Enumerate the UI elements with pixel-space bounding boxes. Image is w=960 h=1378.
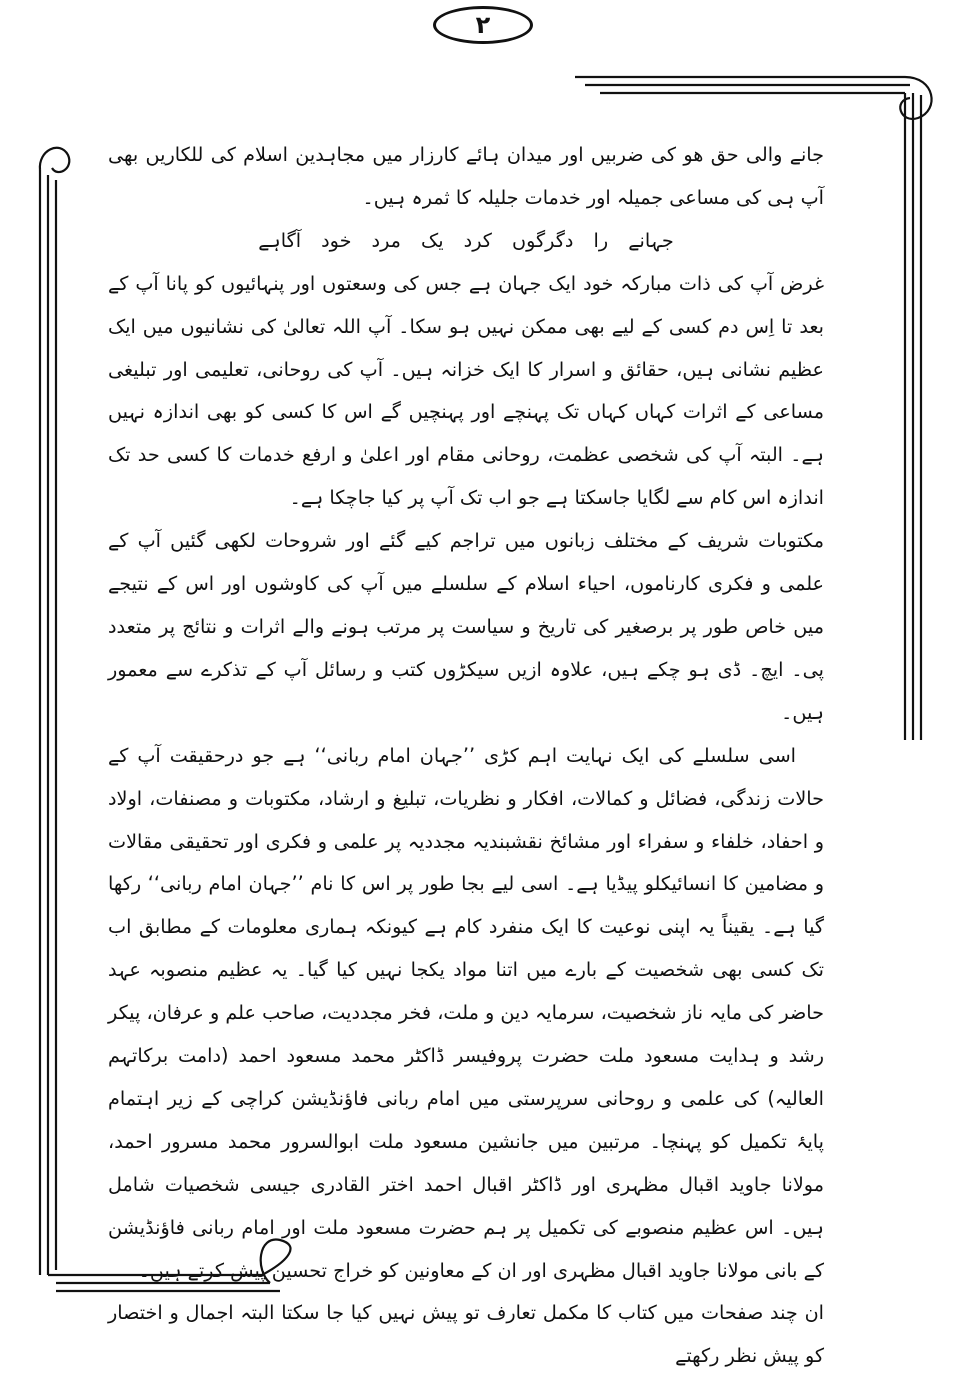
- paragraph-continuation: جانے والی حق ھو کی ضربیں اور میدان ہائے کارزار میں مجاہدین اسلام کی للکاریں بھی آپ ہی کی مساعی جمیلہ اور خدمات جلیلہ کا ثمرہ ہیں۔: [108, 143, 824, 209]
- paragraph-5: ان چند صفحات میں کتاب کا مکمل تعارف تو پیش نہیں کیا جا سکتا البتہ اجمال و اختصار کو پیش نظر رکھتے: [108, 1301, 824, 1368]
- page-number: ۲: [433, 6, 533, 44]
- page-body: [108, 134, 824, 1378]
- paragraph-2: غرض آپ کی ذات مبارکہ خود ایک جہان ہے جس کی وسعتوں اور پنہائیوں کو پانا آپ کے بعد تا اِس دم کسی کے لیے بھی ممکن نہیں ہو سکا۔ آپ اللہ تعالیٰ کی نشانیوں میں ایک عظیم نشانی ہیں، حقائق و اسرار کا ایک خزانہ ہیں۔ آپ کی روحانی، تعلیمی اور تبلیغی مساعی کے اثرات کہاں کہاں تک پہنچے اور پہنچیں گے اس کا کسی کو بھی اندازہ نہیں ہے۔ البتہ آپ کی شخصی عظمت، روحانی مقام اور اعلیٰ و ارفع خدمات کا کسی حد تک اندازہ اس کام سے لگایا جاسکتا ہے جو اب تک آپ پر کیا جاچکا ہے۔: [108, 271, 824, 510]
- persian-verse: جہانے را دگرگوں کرد یک مرد خود آگاہے: [258, 228, 674, 252]
- paragraph-3: مکتوبات شریف کے مختلف زبانوں میں تراجم کیے گئے اور شروحات لکھی گئیں آپ کے علمی و فکری کارناموں، احیاء اسلام کے سلسلے میں آپ کی کاوشوں اور اس کے نتیجے میں خاص طور پر برصغیر کی تاریخ و سیاست پر مرتب ہونے والے اثرات و نتائج پر متعدد پی۔ ایچ۔ ڈی ہو چکے ہیں، علاوہ ازیں سیکڑوں کتب و رسائل آپ کے تذکرے سے معمور ہیں۔: [108, 529, 824, 724]
- paragraph-4: اسی سلسلے کی ایک نہایت اہم کڑی ’’جہان امام ربانی‘‘ ہے جو درحقیقت آپ کے حالات زندگی، فضائل و کمالات، افکار و نظریات، تبلیغ و ارشاد، مکتوبات و مصنفات، اولاد و احفاد، خلفاء و سفراء اور مشائخ نقشبندیہ مجددیہ پر علمی و فکری اور تحقیقی مقالات و مضامین کا انسائیکلو پیڈیا ہے۔ اسی لیے بجا طور پر اس کا نام ’’جہان امام ربانی‘‘ رکھا گیا ہے۔ یقیناً یہ اپنی نوعیت کا ایک منفرد کام ہے کیونکہ ہماری معلومات کے مطابق اب تک کسی بھی شخصیت کے بارے میں اتنا مواد یکجا نہیں کیا گیا۔ یہ عظیم منصوبہ عہد حاضر کی مایہ ناز شخصیت، سرمایہ دین و ملت، فخر مجددیت، صاحب علم و عرفان، پیکر رشد و ہدایت مسعود ملت حضرت پروفیسر ڈاکٹر محمد مسعود احمد (دامت برکاتہم العالیہ) کی علمی و روحانی سرپرستی میں امام ربانی فاؤنڈیشن کراچی کے زیر اہتمام پایۂ تکمیل کو پہنچا۔ مرتبین میں جانشین مسعود ملت ابوالسرور محمد مسرور احمد، مولانا جاوید اقبال مظہری اور ڈاکٹر اقبال احمد اختر القادری جیسی شخصیات شامل ہیں۔ اس عظیم منصوبے کی تکمیل پر ہم حضرت مسعود ملت اور امام ربانی فاؤنڈیشن کے بانی مولانا جاوید اقبال مظہری اور ان کے معاونین کو خراج تحسین پیش کرتے ہیں۔: [108, 743, 824, 1282]
